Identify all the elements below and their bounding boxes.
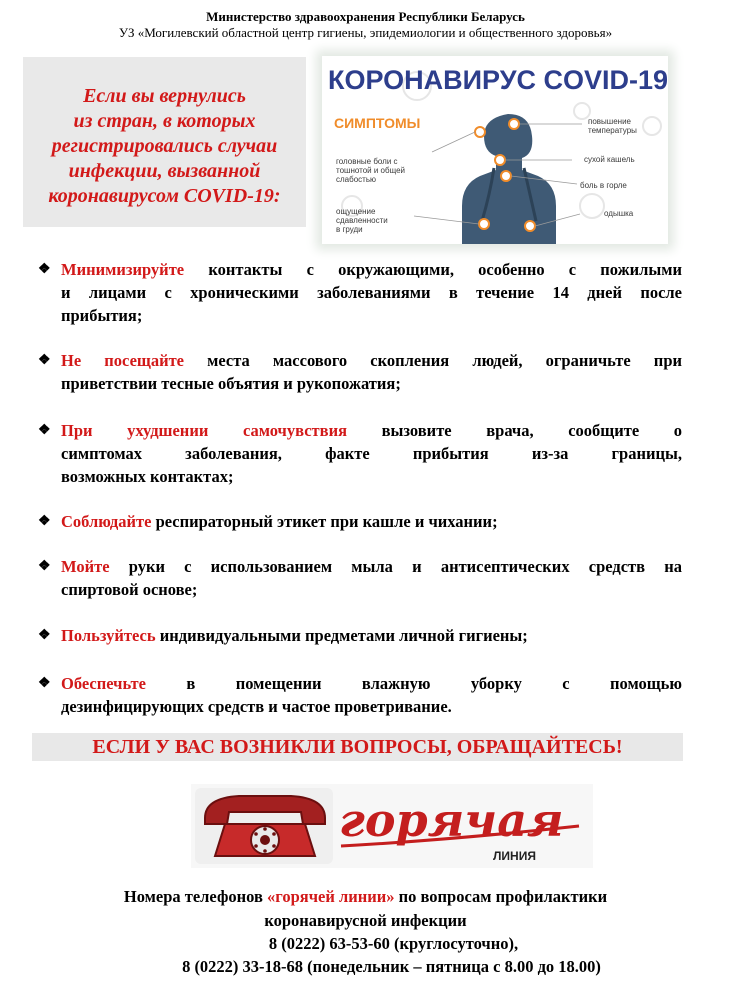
symptom-label-headache-2: тошнотой и общей [336,166,405,175]
recommendation-text: места массового скопления людей, ограничьте при [207,351,682,370]
recommendation-text: индивидуальными предметами личной гигиены; [159,626,528,645]
intro-text [23,84,306,209]
recommendation-text: контакты с окружающими, особенно с пожилыми [208,260,682,279]
recommendation-text: прибытия; [61,306,143,325]
intro-line: регистрировались случаи [51,135,278,157]
intro-line: Если вы вернулись [83,85,246,107]
hotline-logo [191,784,593,868]
symptom-label-chest-2: сдавленности [336,216,388,225]
recommendation-keyword: Минимизируйте [61,260,185,279]
recommendation-text: симптомах заболевания, факте прибытия из-за границы, [61,444,682,463]
recommendation-keyword: Не посещайте [61,351,185,370]
recommendation-text: руки с использованием мыла и антисептических средств на [128,557,682,576]
symptom-label-headache-3: слабостью [336,175,376,184]
symptom-label-dry-cough: сухой кашель [584,155,635,164]
recommendation-text: дезинфицирующих средств и частое проветривание. [61,697,452,716]
bullet-icon: ❖ [38,353,51,368]
recommendation-keyword: Пользуйтесь [61,626,156,645]
symptom-label-dyspnea: одышка [604,209,634,218]
footer-line-1: Номера телефонов «горячей линии» по вопросам профилактики [123,887,608,906]
poster-symptoms-heading: СИМПТОМЫ [334,115,421,131]
symptoms-illustration [322,56,668,244]
recommendation-keyword: Обеспечьте [61,674,146,693]
recommendation-text: респираторный этикет при кашле и чихании; [155,512,498,531]
symptom-label-fever-2: температуры [588,126,637,135]
recommendation-text: возможных контактах; [61,467,234,486]
symptom-label-fever-1: повышение [588,117,631,126]
symptom-label-sore-throat: боль в горле [580,181,627,190]
recommendation-text: в помещении влажную уборку с помощью [186,674,682,693]
hotline-logo-sub: ЛИНИЯ [493,849,536,863]
symptom-label-chest-1: ощущение [336,207,376,216]
ministry-header: Министерство здравоохранения Республики Беларусь [206,9,525,24]
bullet-icon: ❖ [38,559,51,574]
recommendation-keyword: Соблюдайте [61,512,152,531]
intro-line: из стран, в которых [73,110,256,132]
bullet-icon: ❖ [38,628,51,643]
phone-number-1: 8 (0222) 63-53-60 (круглосуточно), [268,934,519,953]
institution-header: УЗ «Могилевский областной центр гигиены, эпидемиологии и общественного здоровья» [118,25,613,40]
phone-icon [195,788,333,864]
phone-number-2: 8 (0222) 33-18-68 (понедельник – пятница с 8.00 до 18.00) [182,957,601,976]
questions-banner: ЕСЛИ У ВАС ВОЗНИКЛИ ВОПРОСЫ, ОБРАЩАЙТЕСЬ! [32,733,683,761]
hotline-logo-word: горячая [339,793,564,847]
bullet-icon: ❖ [38,423,51,438]
bullet-icon: ❖ [38,262,51,277]
symptom-label-headache-1: головные боли с [336,157,398,166]
recommendation-keyword: При ухудшении самочувствия [61,421,347,440]
covid-symptoms-poster [322,56,668,244]
recommendation-text: и лицами с хроническими заболеваниями в течение 14 дней после [61,283,682,302]
intro-line: коронавирусом COVID-19: [48,185,281,207]
bullet-icon: ❖ [38,676,51,691]
recommendation-text: приветствии тесные объятия и рукопожатия; [61,374,401,393]
intro-line: инфекции, вызванной [68,160,261,182]
recommendation-text: спиртовой основе; [61,580,198,599]
bullet-icon: ❖ [38,514,51,529]
poster-title: КОРОНАВИРУС COVID-19 [328,65,668,95]
recommendation-keyword: Мойте [61,557,110,576]
footer-line-2: коронавирусной инфекции [264,911,467,930]
hotline-highlight: «горячей линии» [267,887,395,906]
recommendation-text: вызовите врача, сообщите о [381,421,682,440]
symptom-label-chest-3: в груди [336,225,363,234]
